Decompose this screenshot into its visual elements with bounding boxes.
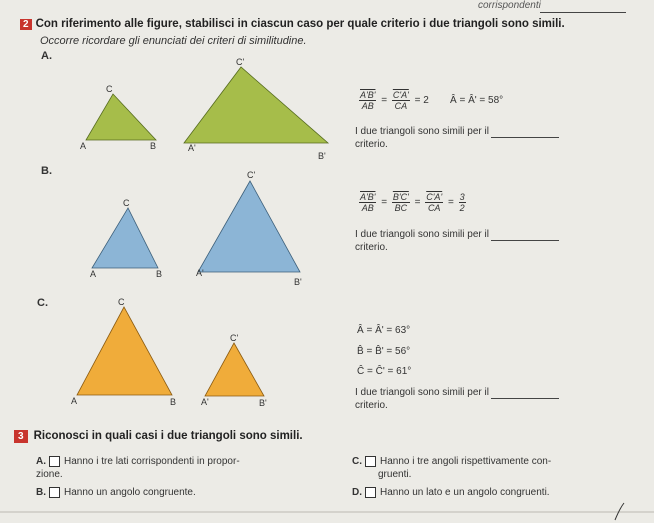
triangle-c-small <box>205 343 264 396</box>
vertex-a: A <box>90 269 97 279</box>
part-b-answer: I due triangoli sono simili per il criterio. <box>355 228 559 254</box>
exercise-instruction: Con riferimento alle figure, stabilisci in ciascun caso per quale criterio i due triangoli sono simili. <box>35 18 565 30</box>
option-d: D. Hanno un lato e un angolo congruenti. <box>352 487 550 498</box>
part-a-ratio-formula: $\frac{A'B'}{AB}$ = $\frac{C'A'}{CA}$ = 2 <box>360 90 429 111</box>
option-c: C. Hanno i tre angoli rispettivamente con- gruenti. <box>352 456 552 480</box>
vertex-a: A <box>71 396 78 406</box>
vertex-c: C <box>123 198 130 208</box>
vertex-c-prime: C' <box>236 57 245 67</box>
part-c-angle-b: B̂ = B̂' = 56° <box>357 346 411 357</box>
part-a-letter: A. <box>41 50 52 62</box>
triangle-a-large <box>184 67 328 143</box>
fraction-ab: $\frac{A'B'}{AB}$ <box>360 192 376 213</box>
triangle-b-large <box>198 181 300 272</box>
part-b-letter: B. <box>41 165 52 177</box>
option-d-checkbox[interactable] <box>365 487 376 498</box>
option-c-checkbox[interactable] <box>365 456 376 467</box>
part-a-answer: I due triangoli sono simili per il criterio. <box>355 125 559 151</box>
fraction-ab: $\frac{A'B'}{AB}$ <box>360 90 376 111</box>
vertex-b: B <box>170 397 177 407</box>
part-c-letter: C. <box>37 297 48 309</box>
part-a-angle-formula: Â = Â' = 58° <box>450 95 504 106</box>
option-a-checkbox[interactable] <box>49 456 60 467</box>
part-a-blank[interactable] <box>491 137 559 138</box>
vertex-c-prime: C' <box>230 333 239 343</box>
part-c-blank[interactable] <box>491 398 559 399</box>
part-b-blank[interactable] <box>491 240 559 241</box>
vertex-a-prime: A' <box>188 143 196 153</box>
question-3-number: 3 <box>14 430 28 443</box>
vertex-b-prime: B' <box>259 398 267 408</box>
vertex-a-prime: A' <box>196 268 204 278</box>
option-b-checkbox[interactable] <box>49 487 60 498</box>
fraction-ca: $\frac{C'A'}{CA}$ <box>426 192 443 213</box>
part-c-angle-a: Â = Â' = 63° <box>357 325 411 336</box>
exercise-hint: Occorre ricordare gli enunciati dei criteri di similitudine. <box>40 35 307 47</box>
fraction-bc: $\frac{B'C'}{BC}$ <box>392 192 409 213</box>
vertex-b: B <box>150 141 157 151</box>
vertex-c: C <box>106 84 113 94</box>
triangle-b-small <box>92 208 158 268</box>
exercise-number: 2 <box>20 19 32 30</box>
vertex-b-prime: B' <box>318 151 326 161</box>
triangle-a-small <box>86 94 156 140</box>
question-3-title: 3 Riconosci in quali casi i due triangoli sono simili. <box>14 430 303 443</box>
vertex-a-prime: A' <box>201 397 209 407</box>
vertex-c: C <box>118 297 125 307</box>
option-b: B. Hanno un angolo congruente. <box>36 487 196 498</box>
vertex-b-prime: B' <box>294 277 302 287</box>
fraction-ca: $\frac{C'A'}{CA}$ <box>392 90 409 111</box>
vertex-b: B <box>156 269 163 279</box>
option-a: A. Hanno i tre lati corrispondenti in propor- zione. <box>36 456 240 480</box>
part-c-angle-c: Ĉ = Ĉ' = 61° <box>357 366 412 377</box>
fraction-three-halves: $\frac{3}{2}$ <box>459 192 465 213</box>
vertex-a: A <box>80 141 87 151</box>
triangle-c-large <box>77 307 172 395</box>
top-note: corrispondenti <box>478 0 541 11</box>
part-b-ratio-formula: $\frac{A'B'}{AB}$ = $\frac{B'C'}{BC}$ = $\frac{C'A'}{CA}$ = $\frac{3}{2}$ <box>360 192 465 213</box>
part-c-answer: I due triangoli sono simili per il criterio. <box>355 386 559 412</box>
vertex-c-prime: C' <box>247 170 256 180</box>
